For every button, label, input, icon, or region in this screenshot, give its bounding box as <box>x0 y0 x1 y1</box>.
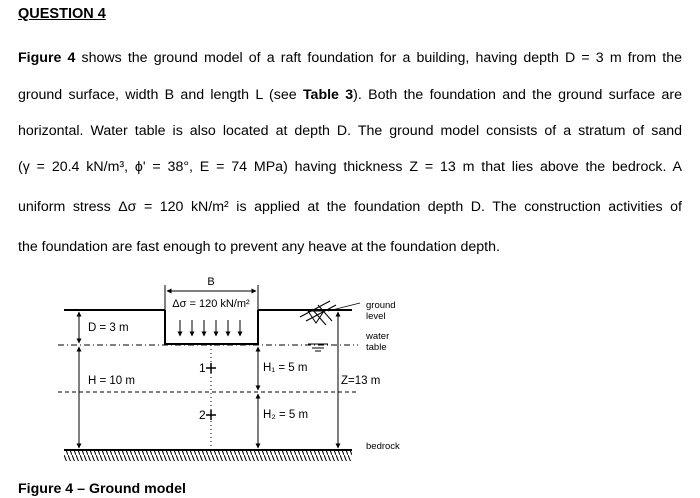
paragraph-line-4: (γ = 20.4 kN/m³, ϕ' = 38°, E = 74 MPa) having thickness Z = 13 m that lies above the bedrock. A <box>18 159 682 175</box>
h1-label: H₁ = 5 m <box>263 362 308 374</box>
table-ref: Table 3 <box>302 87 354 103</box>
paragraph-line-1 <box>18 49 682 67</box>
raft-foundation <box>165 310 258 344</box>
stress-arrows <box>180 320 240 336</box>
ground-level-label-1: ground <box>366 300 396 311</box>
width-label: B <box>207 276 215 288</box>
paragraph-line-3: horizontal. Water table is also located at depth D. The ground model consists of a stratum of sand <box>18 123 682 139</box>
paragraph-line-5: uniform stress Δσ = 120 kN/m² is applied at the foundation depth D. The construction activities of <box>18 199 682 215</box>
stress-label: Δσ = 120 kN/m² <box>172 298 250 310</box>
depth-label: D = 3 m <box>88 322 129 334</box>
water-table-label-1: water <box>366 331 390 342</box>
line-2-post: ). Both the foundation and the ground surface are <box>353 87 682 103</box>
paragraph-line-2 <box>18 86 682 104</box>
z-label: Z=13 m <box>341 375 381 387</box>
question-heading: QUESTION 4 <box>18 6 106 22</box>
paragraph-line-6: the foundation are fast enough to prevent any heave at the foundation depth. <box>18 239 500 255</box>
ground-level-label-2: level <box>366 311 386 322</box>
bedrock-label: bedrock <box>366 441 400 452</box>
figure-caption: Figure 4 – Ground model <box>18 481 186 497</box>
line-2-pre: ground surface, width B and length L (see <box>18 87 303 103</box>
point-2-label: 2 <box>199 408 206 422</box>
ground-level-symbol <box>300 301 336 325</box>
figure-ref: Figure 4 <box>18 50 76 66</box>
bedrock-hatch <box>64 451 352 461</box>
h2-label: H₂ = 5 m <box>263 409 309 421</box>
point-1-label: 1 <box>199 361 206 375</box>
line-1-text: shows the ground model of a raft foundation for a building, having depth D = 3 m from the <box>75 50 682 66</box>
water-table-label-2: table <box>366 342 387 353</box>
h-label: H = 10 m <box>88 375 135 387</box>
ground-model-figure <box>0 265 700 475</box>
